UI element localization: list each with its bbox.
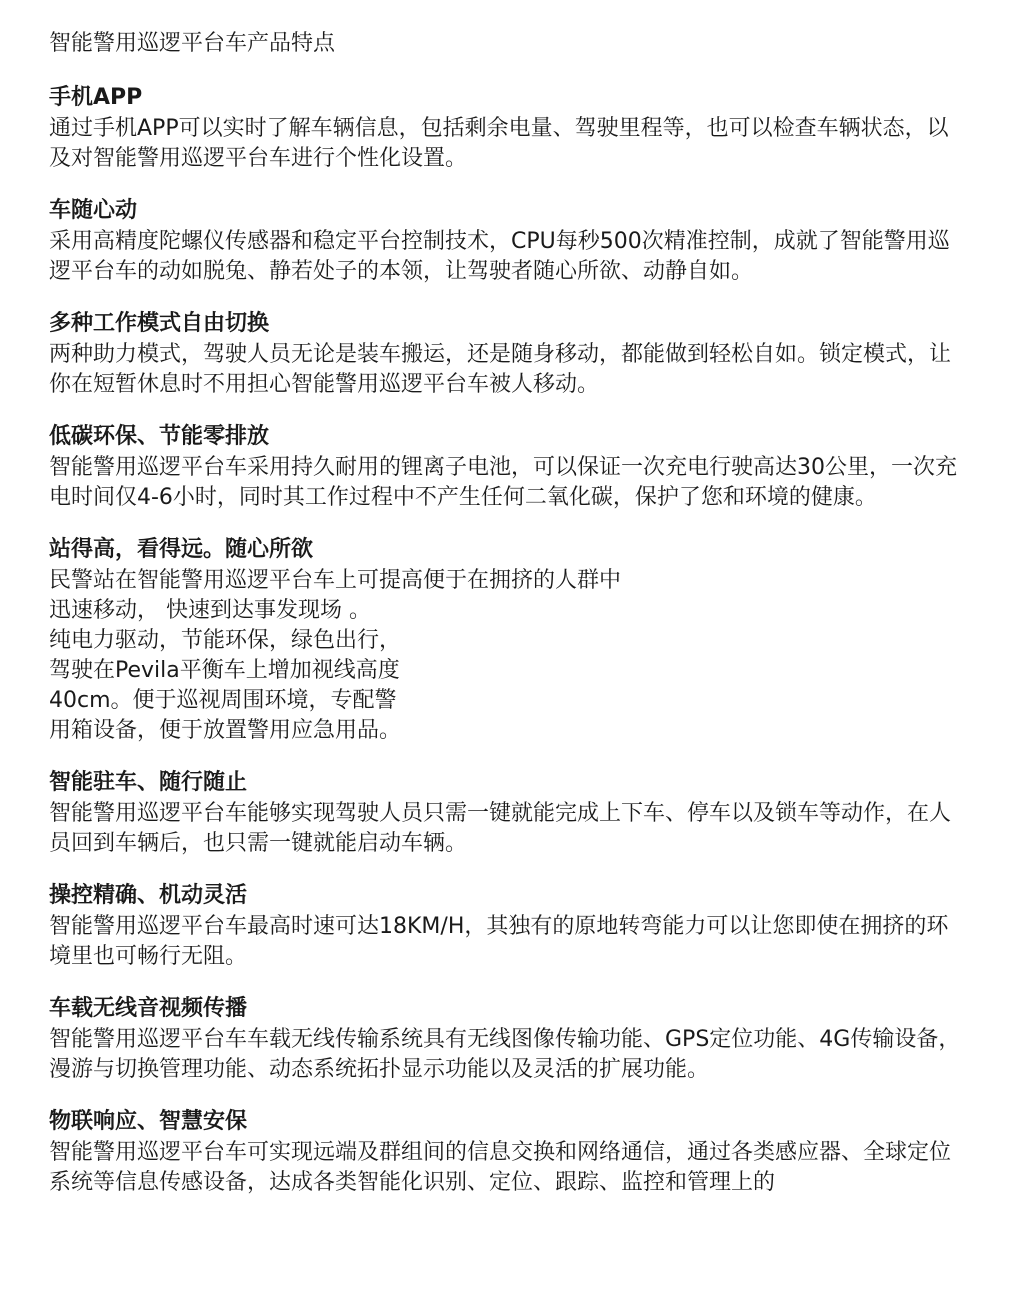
section-heading: 车随心动 xyxy=(49,198,138,223)
page-title: 智能警用巡逻平台车产品特点 xyxy=(49,31,336,56)
section-heading: 车载无线音视频传播 xyxy=(49,996,248,1021)
section-heading: 手机APP xyxy=(49,85,143,110)
section-heading: 低碳环保、节能零排放 xyxy=(49,424,270,449)
section-body: 智能警用巡逻平台车采用持久耐用的锂离子电池，可以保证一次充电行驶高达30公里，一次充电时间仅4-6小时，同时其工作过程中不产生任何二氧化碳，保护了您和环境的健康。 xyxy=(49,455,957,510)
section-body: 两种助力模式，驾驶人员无论是装车搬运，还是随身移动，都能做到轻松自如。锁定模式，让你在短暂休息时不用担心智能警用巡逻平台车被人移动。 xyxy=(49,342,952,397)
section-body: 民警站在智能警用巡逻平台车上可提高便于在拥挤的人群中 迅速移动， 快速到达事发现场 。 纯电力驱动，节能环保，绿色出行， 驾驶在Pevila平衡车上增加视线高度 40cm。便于巡视周围环境，专配警 用箱设备，便于放置警用应急用品。 xyxy=(49,568,622,743)
section-mobile-app xyxy=(49,82,969,174)
section-stand-high xyxy=(49,534,969,746)
section-smart-parking xyxy=(49,767,969,859)
section-heading: 多种工作模式自由切换 xyxy=(49,311,270,336)
document xyxy=(49,26,969,1219)
section-body: 通过手机APP可以实时了解车辆信息，包括剩余电量、驾驶里程等，也可以检查车辆状态，以及对智能警用巡逻平台车进行个性化设置。 xyxy=(49,116,949,171)
section-body: 智能警用巡逻平台车最高时速可达18KM/H，其独有的原地转弯能力可以让您即使在拥挤的环境里也可畅行无阻。 xyxy=(49,914,949,969)
section-wireless-av xyxy=(49,993,969,1085)
section-precise-handling xyxy=(49,880,969,972)
section-heading: 站得高，看得远。随心所欲 xyxy=(49,537,314,562)
section-vehicle-control xyxy=(49,195,969,287)
section-heading: 智能驻车、随行随止 xyxy=(49,770,248,795)
section-iot-security xyxy=(49,1106,969,1198)
section-body: 智能警用巡逻平台车能够实现驾驶人员只需一键就能完成上下车、停车以及锁车等动作，在人员回到车辆后，也只需一键就能启动车辆。 xyxy=(49,801,952,856)
section-body: 智能警用巡逻平台车可实现远端及群组间的信息交换和网络通信，通过各类感应器、全球定位系统等信息传感设备，达成各类智能化识别、定位、跟踪、监控和管理上的 xyxy=(49,1140,952,1195)
section-heading: 操控精确、机动灵活 xyxy=(49,883,248,908)
section-body: 采用高精度陀螺仪传感器和稳定平台控制技术，CPU每秒500次精准控制，成就了智能警用巡逻平台车的动如脱兔、静若处子的本领，让驾驶者随心所欲、动静自如。 xyxy=(49,229,950,284)
section-heading: 物联响应、智慧安保 xyxy=(49,1109,248,1134)
section-body: 智能警用巡逻平台车车载无线传输系统具有无线图像传输功能、GPS定位功能、4G传输设备，漫游与切换管理功能、动态系统拓扑显示功能以及灵活的扩展功能。 xyxy=(49,1027,961,1082)
section-work-modes xyxy=(49,308,969,400)
section-low-carbon xyxy=(49,421,969,513)
